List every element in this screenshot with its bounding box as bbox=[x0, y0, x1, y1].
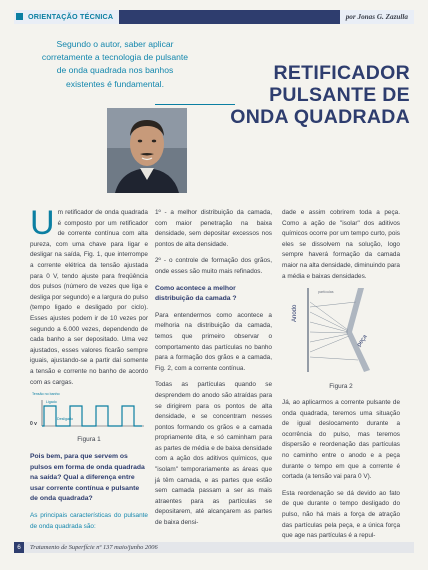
section-heading: Como acontece a melhor distribuição da camada ? bbox=[155, 284, 237, 303]
paragraph-intro bbox=[30, 204, 148, 388]
title-line-2: PULSANTE DE bbox=[269, 84, 410, 106]
fig1-zero-label: 0 v bbox=[30, 421, 37, 427]
list-item-2: 2º - o controle de formação dos grãos, onde esses são muito mais refinados. bbox=[155, 257, 272, 275]
intro-text: Segundo o autor, saber aplicar corretamente a tecnologia de pulsante de onda quadrada nos banhos existentes é fundamental. bbox=[41, 39, 189, 89]
figure-1-caption: Figura 1 bbox=[77, 436, 101, 443]
paragraph-3-1: dade e assim cobrirem toda a peça. Como a ação de "isolar" dos aditivos químicos ocorre por um tempo curto, pois eles se dissolvem na solução, logo sempre haverá formação da camada maior na alta densidade, diminuindo para a média e baixas densidades. bbox=[282, 209, 400, 280]
fig1-off-label: Desligado bbox=[57, 417, 73, 421]
paragraph-1-text: m retificador de onda quadrada é composto por um retificador de corrente contínua com alta pureza, com uma chave para ligar e desligar na saída, Fig. 1, que interrompe a corrente elétrica da tensão ajustada para 0 V, tendo ajuste para freqüência dos pulsos (número de vezes que liga e desliga por segundo) e a largura do pulso (tempo ligado e desligado por ciclo). Esses ajustes podem ir de 10 vezes por segundo a 6.000 vezes, dependendo de cada banho a ser depositado. Uma vez ajustados, esses valores ficarão sempre iguais, ajustando-se a partir daí somente a tensão e corrente no banho de acordo com as cargas. bbox=[30, 209, 148, 386]
title-line-1: RETIFICADOR bbox=[273, 62, 410, 84]
question-heading: Pois bem, para que servem os pulsos em forma de onda quadrada na saída? Qual a diferença entre usar corrente contínua e pulsante de onda quadrada? bbox=[30, 453, 145, 503]
footer-publication: Tratamento de Superfície nº 137 maio/junho 2006 bbox=[30, 544, 158, 551]
column-1 bbox=[30, 204, 148, 394]
figure-2-caption: Figura 2 bbox=[329, 383, 353, 390]
paragraph-3-3: Esta reordenação se dá devido ao fato de que durante o tempo desligado do pulso, não há mais a força de atração das partículas pela peça, e a única força que age nas partículas é a repul- bbox=[282, 489, 400, 540]
paragraph-2-2: Todas as partículas quando se desprendem do anodo são atraídas para se dirigirem para os pontos de alta densidade, e se concentram nesses pontos formando os grãos e a camada propriamente dita, e só caminham para as partes de média e de baixa densidade com a ação dos aditivos químicos, que "isolam" temporariamente as áreas que já têm camada, e as partes que estão sem camada passam a ser as mais atraentes para as partículas se depositarem, até alcançarem as partes de baixa densi- bbox=[155, 381, 272, 527]
paragraph-3-2: Já, ao aplicarmos a corrente pulsante de onda quadrada, teremos uma situação de igual deslocamento durante a ocorrência do pulso, mas teremos dispersão e reordenação das partículas no caminho entre o anodo e a peça durante o tempo em que a corrente é cortada (a tensão vai para 0 V). bbox=[282, 399, 400, 481]
column-3-lower bbox=[282, 398, 400, 548]
column-2 bbox=[155, 208, 272, 535]
figure-2 bbox=[290, 282, 400, 380]
fig1-on-label: Ligado bbox=[46, 400, 57, 404]
author-label: por Jonas G. Zazulla bbox=[340, 10, 414, 24]
page-number: 6 bbox=[14, 542, 24, 553]
drop-cap: U bbox=[30, 204, 55, 242]
fig2-piece-label: peça bbox=[356, 333, 369, 349]
section-bullet-icon bbox=[16, 13, 23, 20]
paragraph-characteristics: As principais características do pulsante de onda quadrada são: bbox=[30, 511, 148, 530]
page-title bbox=[200, 62, 410, 128]
particle-distribution-diagram bbox=[290, 282, 400, 380]
paragraph-2-1: Para entendermos como acontece a melhoria na distribuição da camada, temos que primeiro observar o comportamento das partículas no banho para a formação dos grãos e a camada, Fig. 2, com a corrente contínua. bbox=[155, 311, 272, 372]
list-item-1: 1º - a melhor distribuição da camada, com maior penetração na baixa densidade, sem depositar excessos nos pontos de alta densidade. bbox=[155, 209, 272, 248]
author-photo bbox=[107, 108, 187, 193]
section-title: ORIENTAÇÃO TÉCNICA bbox=[28, 12, 114, 21]
fig1-voltage-label: Tensão no banho bbox=[32, 392, 60, 396]
section-label bbox=[14, 10, 119, 24]
fig2-anode-label: Anodo bbox=[292, 304, 298, 322]
title-line-3: ONDA QUADRADA bbox=[230, 106, 410, 128]
fig2-particles-label: partículas bbox=[318, 290, 334, 294]
column-1-lower bbox=[30, 452, 148, 538]
column-3 bbox=[282, 208, 400, 288]
